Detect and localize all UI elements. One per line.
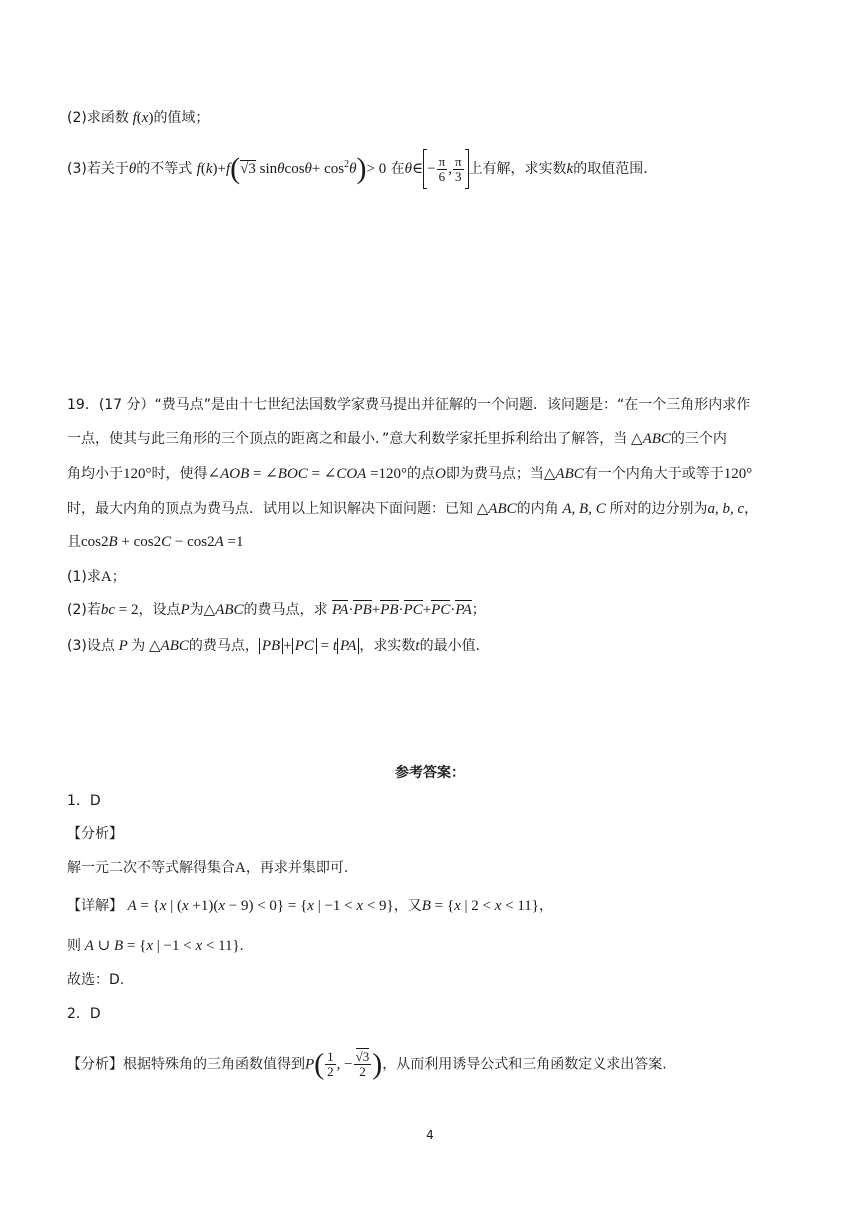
answers-title: 参考答案： [395,765,465,781]
q19-line4: 时，最大内角的顶点为费马点．试用以上知识解决下面问题：已知 △ABC的内角 A, B, C 所对的边分别为a, b, c， [67,501,759,517]
q19-part1: (1)求A； [67,569,126,585]
answer-2-analysis: 【分析】根据特殊角的三角函数值得到P( $\frac{1}{2}$ , − $\frac{√3}{2}$ )，从而利用诱导公式和三角函数定义求出答案. [67,1047,667,1081]
q19-line2: 一点，使其与此三角形的三个顶点的距离之和最小．”意大利数学家托里拆利给出了解答，当 △ABC的三个内 [67,431,727,447]
answer-1-then: 则 A ∪ B = {x | −1 < x < 11}. [67,938,244,954]
q18-part2: (2)求函数 f(x)的值域； [67,110,210,126]
page-number: 4 [426,1128,434,1142]
answer-1-label: 1．D [67,793,101,809]
q19-line5: 且cos2B + cos2C − cos2A =1 [67,534,244,550]
answer-1-analysis-tag: 【分析】 [67,826,123,842]
q19-line3: 角均小于120°时，使得∠AOB = ∠BOC = ∠COA =120°的点O即为费马点；当△ABC有一个内角大于或等于120° [67,466,753,482]
answer-1-analysis: 解一元二次不等式解得集合A，再求并集即可. [67,860,349,876]
answer-1-detail: 【详解】 A = {x | (x +1)(x − 9) < 0} = {x | −1 < x < 9}，又B = {x | 2 < x < 11}， [67,898,553,914]
q18-part3: (3)若关于θ的不等式 f(k)+f(√3 $\sin\theta\cos\theta+ \cos^2\theta)> 0$ 在θ∈ − $\frac{\pi}{6}$ , $\frac{\pi}{3}$ 上有解，求实数k的取值范围． [67,149,657,189]
q19-part3: (3)设点 P 为 △ABC的费马点， PB + PC = t PA ，求实数t的最小值． [67,638,490,654]
q19-part2: (2)若bc = 2，设点P为△ABC的费马点，求 PA·PB+PB·PC+PC·PA； [67,602,486,618]
q19-line1: 19．(17 分）“费马点”是由十七世纪法国数学家费马提出并征解的一个问题．该问题是：“在一个三角形内求作 [67,397,751,413]
answer-2-label: 2．D [67,1006,101,1022]
answer-1-choose: 故选：D. [67,972,125,988]
